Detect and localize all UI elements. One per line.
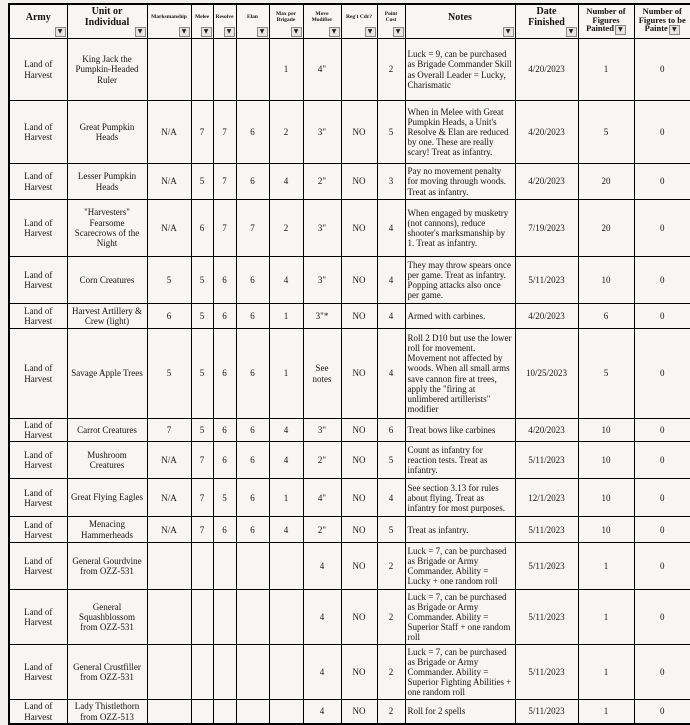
- cell-max_per_brigade[interactable]: 4: [269, 419, 303, 442]
- cell-melee[interactable]: [191, 39, 213, 101]
- cell-figures_to_be_painted[interactable]: 0: [634, 164, 690, 200]
- cell-point_cost[interactable]: 2: [377, 543, 405, 590]
- cell-max_per_brigade[interactable]: 4: [269, 257, 303, 304]
- cell-notes[interactable]: Count as infantry for reaction tests. Treat as infantry.: [405, 442, 515, 479]
- cell-move_modifier[interactable]: 4: [303, 700, 341, 724]
- filter-dropdown-icon[interactable]: ▼: [393, 27, 404, 37]
- cell-regt_cdr[interactable]: NO: [341, 419, 377, 442]
- cell-max_per_brigade[interactable]: [269, 543, 303, 590]
- column-label: Notes: [448, 11, 472, 23]
- cell-figures_to_be_painted[interactable]: 0: [634, 479, 690, 517]
- cell-date_finished[interactable]: 5/11/2023: [515, 257, 578, 304]
- cell-figures_to_be_painted[interactable]: 0: [634, 543, 690, 590]
- cell-point_cost[interactable]: 4: [377, 200, 405, 257]
- cell-melee[interactable]: [191, 590, 213, 645]
- cell-regt_cdr[interactable]: NO: [341, 329, 377, 419]
- cell-notes[interactable]: Treat bows like carbines: [405, 419, 515, 442]
- cell-regt_cdr[interactable]: NO: [341, 200, 377, 257]
- cell-move_modifier[interactable]: 3": [303, 101, 341, 164]
- cell-resolve[interactable]: 7: [213, 101, 236, 164]
- cell-elan[interactable]: [236, 700, 269, 724]
- filter-dropdown-icon[interactable]: ▼: [291, 27, 302, 37]
- table-row: [9, 479, 690, 517]
- cell-max_per_brigade[interactable]: 2: [269, 200, 303, 257]
- header-row: [9, 4, 690, 39]
- cell-army[interactable]: Land of Harvest: [9, 479, 67, 517]
- cell-resolve[interactable]: 7: [213, 200, 236, 257]
- cell-unit[interactable]: Corn Creatures: [67, 257, 147, 304]
- cell-marksmanship[interactable]: 7: [147, 419, 191, 442]
- cell-figures_to_be_painted[interactable]: 0: [634, 39, 690, 101]
- table-row: [9, 200, 690, 257]
- cell-marksmanship[interactable]: [147, 645, 191, 700]
- cell-notes[interactable]: When in Melee with Great Pumpkin Heads, a Unit's Resolve & Elan are reduced by one. These are really scary! Treat as infantry.: [405, 101, 515, 164]
- cell-marksmanship[interactable]: N/A: [147, 200, 191, 257]
- column-header-figures_to_be_painted: [634, 4, 690, 39]
- cell-resolve[interactable]: 6: [213, 304, 236, 329]
- cell-notes[interactable]: They may throw spears once per game. Treat as infantry. Popping attacks also once per game.: [405, 257, 515, 304]
- table-body: [9, 39, 690, 724]
- cell-figures_to_be_painted[interactable]: 0: [634, 257, 690, 304]
- cell-point_cost[interactable]: 5: [377, 517, 405, 543]
- cell-resolve[interactable]: 6: [213, 517, 236, 543]
- cell-marksmanship[interactable]: N/A: [147, 517, 191, 543]
- cell-marksmanship[interactable]: [147, 39, 191, 101]
- cell-point_cost[interactable]: 2: [377, 39, 405, 101]
- cell-elan[interactable]: 6: [236, 329, 269, 419]
- cell-point_cost[interactable]: 5: [377, 101, 405, 164]
- cell-point_cost[interactable]: 6: [377, 419, 405, 442]
- table-row: [9, 257, 690, 304]
- column-header-army: [9, 4, 67, 39]
- cell-melee[interactable]: [191, 645, 213, 700]
- table-row: [9, 543, 690, 590]
- cell-point_cost[interactable]: 2: [377, 700, 405, 724]
- cell-max_per_brigade[interactable]: 2: [269, 101, 303, 164]
- cell-marksmanship[interactable]: N/A: [147, 164, 191, 200]
- cell-melee[interactable]: 7: [191, 517, 213, 543]
- cell-elan[interactable]: 6: [236, 419, 269, 442]
- cell-max_per_brigade[interactable]: 4: [269, 442, 303, 479]
- cell-figures_painted[interactable]: 10: [578, 257, 634, 304]
- column-label: Resolve: [215, 13, 234, 20]
- column-header-melee: [191, 4, 213, 39]
- cell-point_cost[interactable]: 2: [377, 590, 405, 645]
- cell-date_finished[interactable]: 5/11/2023: [515, 442, 578, 479]
- cell-army[interactable]: Land of Harvest: [9, 645, 67, 700]
- cell-figures_painted[interactable]: 1: [578, 700, 634, 724]
- cell-regt_cdr[interactable]: NO: [341, 645, 377, 700]
- cell-notes[interactable]: Luck = 9, can be purchased as Brigade Commander Skill as Overall Leader = Lucky, Charismatic: [405, 39, 515, 101]
- cell-figures_to_be_painted[interactable]: 0: [634, 700, 690, 724]
- cell-figures_to_be_painted[interactable]: 0: [634, 442, 690, 479]
- cell-elan[interactable]: 6: [236, 442, 269, 479]
- cell-move_modifier[interactable]: 3": [303, 419, 341, 442]
- filter-dropdown-icon[interactable]: ▼: [55, 27, 66, 37]
- column-label: Unit or Individual: [84, 6, 130, 28]
- cell-unit[interactable]: "Harvesters" Fearsome Scarecrows of the Night: [67, 200, 147, 257]
- cell-date_finished[interactable]: 4/20/2023: [515, 101, 578, 164]
- cell-marksmanship[interactable]: 5: [147, 257, 191, 304]
- cell-marksmanship[interactable]: N/A: [147, 442, 191, 479]
- table-row: [9, 329, 690, 419]
- column-label: Melee: [194, 13, 210, 20]
- column-label: Date Finished: [528, 6, 565, 28]
- cell-resolve[interactable]: 7: [213, 164, 236, 200]
- table-header: [9, 4, 690, 39]
- filter-dropdown-icon[interactable]: ▼: [135, 27, 146, 37]
- table-row: [9, 590, 690, 645]
- cell-marksmanship[interactable]: 6: [147, 304, 191, 329]
- cell-regt_cdr[interactable]: NO: [341, 517, 377, 543]
- table-row: [9, 304, 690, 329]
- cell-figures_painted[interactable]: 10: [578, 442, 634, 479]
- cell-melee[interactable]: [191, 700, 213, 724]
- column-header-marksmanship: [147, 4, 191, 39]
- cell-figures_painted[interactable]: 5: [578, 101, 634, 164]
- cell-date_finished[interactable]: 5/11/2023: [515, 517, 578, 543]
- cell-date_finished[interactable]: 10/25/2023: [515, 329, 578, 419]
- cell-figures_painted[interactable]: 1: [578, 645, 634, 700]
- cell-max_per_brigade[interactable]: 1: [269, 479, 303, 517]
- cell-date_finished[interactable]: 12/1/2023: [515, 479, 578, 517]
- cell-max_per_brigade[interactable]: 1: [269, 39, 303, 101]
- filter-dropdown-icon[interactable]: ▼: [179, 27, 190, 37]
- cell-regt_cdr[interactable]: [341, 39, 377, 101]
- cell-point_cost[interactable]: 4: [377, 304, 405, 329]
- cell-marksmanship[interactable]: [147, 543, 191, 590]
- cell-army[interactable]: Land of Harvest: [9, 517, 67, 543]
- cell-max_per_brigade[interactable]: [269, 645, 303, 700]
- cell-elan[interactable]: [236, 39, 269, 101]
- cell-figures_painted[interactable]: 20: [578, 164, 634, 200]
- cell-unit[interactable]: Lesser Pumpkin Heads: [67, 164, 147, 200]
- cell-marksmanship[interactable]: 5: [147, 329, 191, 419]
- cell-resolve[interactable]: 6: [213, 419, 236, 442]
- cell-elan[interactable]: [236, 645, 269, 700]
- cell-elan[interactable]: [236, 590, 269, 645]
- table-row: [9, 101, 690, 164]
- column-label: Max per Brigade: [275, 10, 296, 23]
- column-header-resolve: [213, 4, 236, 39]
- cell-unit[interactable]: Carrot Creatures: [67, 419, 147, 442]
- cell-army[interactable]: Land of Harvest: [9, 39, 67, 101]
- cell-army[interactable]: Land of Harvest: [9, 200, 67, 257]
- cell-move_modifier[interactable]: See notes: [303, 329, 341, 419]
- column-label: Point Cost: [384, 10, 398, 23]
- cell-melee[interactable]: 5: [191, 329, 213, 419]
- cell-unit[interactable]: Great Flying Eagles: [67, 479, 147, 517]
- cell-notes[interactable]: Roll 2 D10 but use the lower roll for movement. Movement not affected by woods. When all small arms save cannon fire at trees, apply the "firing at unlimbered artillerists" modifier: [405, 329, 515, 419]
- cell-figures_to_be_painted[interactable]: 0: [634, 101, 690, 164]
- cell-notes[interactable]: Treat as infantry.: [405, 517, 515, 543]
- cell-unit[interactable]: Savage Apple Trees: [67, 329, 147, 419]
- cell-move_modifier[interactable]: 2": [303, 164, 341, 200]
- cell-point_cost[interactable]: 4: [377, 329, 405, 419]
- filter-dropdown-icon[interactable]: ▼: [365, 27, 376, 37]
- filter-dropdown-icon[interactable]: ▼: [257, 27, 268, 37]
- column-header-figures_painted: [578, 4, 634, 39]
- cell-notes[interactable]: When engaged by musketry (not cannons), reduce shooter's marksmanship by 1. Treat as infantry.: [405, 200, 515, 257]
- cell-resolve[interactable]: 5: [213, 479, 236, 517]
- column-label: Army: [25, 11, 51, 23]
- cell-date_finished[interactable]: 4/20/2023: [515, 304, 578, 329]
- cell-unit[interactable]: Lady Thistlethorn from OZZ-513: [67, 700, 147, 724]
- cell-figures_to_be_painted[interactable]: 0: [634, 590, 690, 645]
- cell-point_cost[interactable]: 2: [377, 645, 405, 700]
- cell-max_per_brigade[interactable]: 4: [269, 164, 303, 200]
- cell-melee[interactable]: 7: [191, 479, 213, 517]
- cell-notes[interactable]: Luck = 7, can be purchased as Brigade or Army Commander. Ability = Lucky + one random roll: [405, 543, 515, 590]
- cell-elan[interactable]: 6: [236, 164, 269, 200]
- cell-notes[interactable]: Luck = 7, can be purchased as Brigade or Army Commander. Ability = Superior Fighting Abilities + one random roll: [405, 645, 515, 700]
- cell-move_modifier[interactable]: 4: [303, 590, 341, 645]
- cell-figures_painted[interactable]: 1: [578, 590, 634, 645]
- cell-max_per_brigade[interactable]: 1: [269, 304, 303, 329]
- table-row: [9, 645, 690, 700]
- cell-melee[interactable]: 5: [191, 257, 213, 304]
- cell-notes[interactable]: Luck = 7, can be purchased as Brigade or Army Commander. Ability = Superior Staff + one random roll: [405, 590, 515, 645]
- cell-resolve[interactable]: 6: [213, 257, 236, 304]
- filter-dropdown-icon[interactable]: ▼: [224, 27, 235, 37]
- cell-army[interactable]: Land of Harvest: [9, 101, 67, 164]
- cell-unit[interactable]: Mushroom Creatures: [67, 442, 147, 479]
- cell-move_modifier[interactable]: 3": [303, 257, 341, 304]
- column-label: Reg't Cdr?: [345, 13, 373, 20]
- cell-max_per_brigade[interactable]: 1: [269, 329, 303, 419]
- cell-regt_cdr[interactable]: NO: [341, 164, 377, 200]
- cell-move_modifier[interactable]: 4: [303, 543, 341, 590]
- cell-elan[interactable]: [236, 543, 269, 590]
- cell-date_finished[interactable]: 4/20/2023: [515, 39, 578, 101]
- cell-elan[interactable]: 6: [236, 101, 269, 164]
- column-header-max_per_brigade: [269, 4, 303, 39]
- cell-melee[interactable]: 7: [191, 442, 213, 479]
- table-row: [9, 517, 690, 543]
- cell-move_modifier[interactable]: 4: [303, 645, 341, 700]
- cell-date_finished[interactable]: 4/20/2023: [515, 419, 578, 442]
- column-header-date_finished: [515, 4, 578, 39]
- cell-figures_to_be_painted[interactable]: 0: [634, 329, 690, 419]
- cell-point_cost[interactable]: 4: [377, 479, 405, 517]
- cell-max_per_brigade[interactable]: 4: [269, 517, 303, 543]
- cell-move_modifier[interactable]: 2": [303, 517, 341, 543]
- cell-figures_to_be_painted[interactable]: 0: [634, 419, 690, 442]
- filter-dropdown-icon[interactable]: ▼: [669, 25, 680, 35]
- table-row: [9, 164, 690, 200]
- cell-unit[interactable]: General Crustfiller from OZZ-531: [67, 645, 147, 700]
- cell-regt_cdr[interactable]: NO: [341, 543, 377, 590]
- cell-elan[interactable]: 6: [236, 517, 269, 543]
- cell-unit[interactable]: Great Pumpkin Heads: [67, 101, 147, 164]
- cell-regt_cdr[interactable]: NO: [341, 101, 377, 164]
- cell-figures_painted[interactable]: 10: [578, 517, 634, 543]
- cell-point_cost[interactable]: 3: [377, 164, 405, 200]
- cell-melee[interactable]: 5: [191, 164, 213, 200]
- cell-elan[interactable]: 6: [236, 479, 269, 517]
- filter-dropdown-icon[interactable]: ▼: [201, 27, 212, 37]
- cell-resolve[interactable]: [213, 700, 236, 724]
- cell-unit[interactable]: General Squashblossom from OZZ-531: [67, 590, 147, 645]
- column-label: Elan: [246, 13, 258, 20]
- cell-figures_painted[interactable]: 1: [578, 39, 634, 101]
- table-row: [9, 442, 690, 479]
- cell-max_per_brigade[interactable]: [269, 590, 303, 645]
- cell-army[interactable]: Land of Harvest: [9, 419, 67, 442]
- cell-date_finished[interactable]: 5/11/2023: [515, 590, 578, 645]
- filter-dropdown-icon[interactable]: ▼: [615, 25, 626, 35]
- cell-regt_cdr[interactable]: NO: [341, 700, 377, 724]
- cell-regt_cdr[interactable]: NO: [341, 304, 377, 329]
- cell-date_finished[interactable]: 5/11/2023: [515, 700, 578, 724]
- cell-point_cost[interactable]: 5: [377, 442, 405, 479]
- cell-marksmanship[interactable]: N/A: [147, 479, 191, 517]
- cell-move_modifier[interactable]: 4": [303, 39, 341, 101]
- cell-move_modifier[interactable]: 3": [303, 200, 341, 257]
- cell-figures_painted[interactable]: 6: [578, 304, 634, 329]
- cell-unit[interactable]: Harvest Artillery & Crew (light): [67, 304, 147, 329]
- cell-melee[interactable]: 7: [191, 101, 213, 164]
- cell-melee[interactable]: 5: [191, 304, 213, 329]
- cell-unit[interactable]: King Jack the Pumpkin-Headed Ruler: [67, 39, 147, 101]
- cell-date_finished[interactable]: 5/11/2023: [515, 543, 578, 590]
- cell-elan[interactable]: 6: [236, 257, 269, 304]
- cell-army[interactable]: Land of Harvest: [9, 257, 67, 304]
- cell-move_modifier[interactable]: 4": [303, 479, 341, 517]
- column-label: Move Modifier: [311, 10, 333, 23]
- table-row: [9, 700, 690, 724]
- cell-max_per_brigade[interactable]: [269, 700, 303, 724]
- table-row: [9, 39, 690, 101]
- cell-notes[interactable]: Pay no movement penalty for moving through woods. Treat as infantry.: [405, 164, 515, 200]
- cell-army[interactable]: Land of Harvest: [9, 442, 67, 479]
- cell-figures_painted[interactable]: 20: [578, 200, 634, 257]
- column-header-regt_cdr: [341, 4, 377, 39]
- cell-notes[interactable]: Roll for 2 spells: [405, 700, 515, 724]
- cell-notes[interactable]: See section 3.13 for rules about flying. Treat as infantry for most purposes.: [405, 479, 515, 517]
- cell-date_finished[interactable]: 7/19/2023: [515, 200, 578, 257]
- cell-army[interactable]: Land of Harvest: [9, 590, 67, 645]
- column-label: Number of Figures to be Painte: [638, 5, 686, 34]
- cell-figures_to_be_painted[interactable]: 0: [634, 200, 690, 257]
- cell-resolve[interactable]: [213, 590, 236, 645]
- cell-marksmanship[interactable]: [147, 700, 191, 724]
- cell-resolve[interactable]: 6: [213, 442, 236, 479]
- cell-unit[interactable]: Menacing Hammerheads: [67, 517, 147, 543]
- cell-melee[interactable]: 6: [191, 200, 213, 257]
- cell-regt_cdr[interactable]: NO: [341, 479, 377, 517]
- filter-dropdown-icon[interactable]: ▼: [503, 27, 514, 37]
- cell-figures_to_be_painted[interactable]: 0: [634, 517, 690, 543]
- column-label: Marksmanship: [151, 13, 187, 20]
- cell-melee[interactable]: [191, 543, 213, 590]
- cell-resolve[interactable]: 6: [213, 329, 236, 419]
- cell-move_modifier[interactable]: 3"*: [303, 304, 341, 329]
- cell-date_finished[interactable]: 5/11/2023: [515, 645, 578, 700]
- cell-notes[interactable]: Armed with carbines.: [405, 304, 515, 329]
- cell-resolve[interactable]: [213, 39, 236, 101]
- cell-elan[interactable]: 6: [236, 304, 269, 329]
- cell-regt_cdr[interactable]: NO: [341, 257, 377, 304]
- cell-figures_painted[interactable]: 1: [578, 543, 634, 590]
- cell-marksmanship[interactable]: N/A: [147, 101, 191, 164]
- cell-figures_to_be_painted[interactable]: 0: [634, 304, 690, 329]
- cell-army[interactable]: Land of Harvest: [9, 700, 67, 724]
- cell-point_cost[interactable]: 4: [377, 257, 405, 304]
- cell-army[interactable]: Land of Harvest: [9, 329, 67, 419]
- column-header-point_cost: [377, 4, 405, 39]
- cell-unit[interactable]: General Gourdvine from OZZ-531: [67, 543, 147, 590]
- cell-regt_cdr[interactable]: NO: [341, 442, 377, 479]
- cell-move_modifier[interactable]: 2": [303, 442, 341, 479]
- cell-figures_painted[interactable]: 10: [578, 479, 634, 517]
- cell-resolve[interactable]: [213, 543, 236, 590]
- cell-army[interactable]: Land of Harvest: [9, 304, 67, 329]
- column-header-notes: [405, 4, 515, 39]
- cell-elan[interactable]: 7: [236, 200, 269, 257]
- cell-date_finished[interactable]: 4/20/2023: [515, 164, 578, 200]
- cell-figures_painted[interactable]: 10: [578, 419, 634, 442]
- column-header-elan: [236, 4, 269, 39]
- cell-regt_cdr[interactable]: NO: [341, 590, 377, 645]
- cell-army[interactable]: Land of Harvest: [9, 164, 67, 200]
- cell-marksmanship[interactable]: [147, 590, 191, 645]
- table-row: [9, 419, 690, 442]
- cell-resolve[interactable]: [213, 645, 236, 700]
- column-header-unit: [67, 4, 147, 39]
- cell-army[interactable]: Land of Harvest: [9, 543, 67, 590]
- unit-roster-table: [8, 3, 690, 725]
- filter-dropdown-icon[interactable]: ▼: [329, 27, 340, 37]
- filter-dropdown-icon[interactable]: ▼: [566, 27, 577, 37]
- cell-melee[interactable]: 5: [191, 419, 213, 442]
- cell-figures_painted[interactable]: 5: [578, 329, 634, 419]
- column-header-move_modifier: [303, 4, 341, 39]
- cell-figures_to_be_painted[interactable]: 0: [634, 645, 690, 700]
- column-label: Number of Figures Painted: [586, 5, 626, 34]
